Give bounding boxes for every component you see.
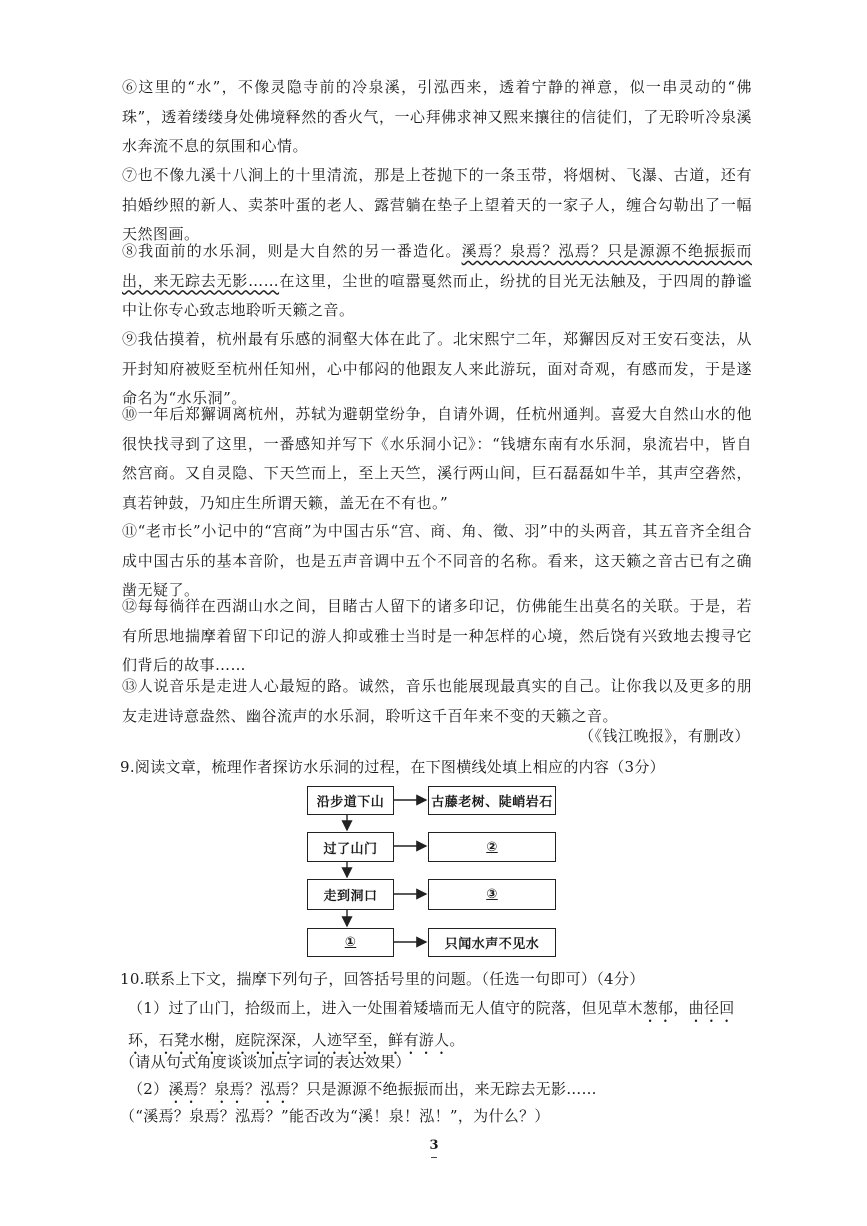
- page-number: 3: [429, 1138, 439, 1153]
- question-10: 10.联系上下文，揣摩下列句子，回答括号里的问题。（任选一句即可）（4分）: [120, 970, 645, 988]
- s1-comma-4: ，: [296, 1031, 312, 1049]
- s2-text: 只是源源不绝振振而出，来无踪去无影……: [306, 1080, 597, 1098]
- paragraph-9: ⑨我估摸着，杭州最有乐感的洞壑大体在此了。北宋熙宁二年，郑獬因反对王安石变法，从开封知府被贬至杭州任知州，心中郁闷的他跟友人来此游玩，面对奇观，有感而发，于是遂命名为“水乐洞”。: [122, 330, 752, 407]
- flow-step-3: 走到洞口: [307, 879, 394, 910]
- s1-dotted-4: 庭院深深: [235, 1031, 297, 1049]
- paragraph-13: ⑬人说音乐是走进人心最短的路。诚然，音乐也能展现最真实的自己。让你我以及更多的朋友走进诗意盎然、幽谷流声的水乐洞，聆听这千百年来不变的天籁之音。: [122, 677, 752, 725]
- paragraph-8-tail: 在这里，尘世的喧嚣戛然而止，纷扰的目光无法触及，于四周的静谧中让你专心致志地聆听天籁之音。: [122, 271, 752, 319]
- flow-step-1: 沿步道下山: [307, 786, 394, 815]
- paragraph-12: ⑫每每徜徉在西湖山水之间，目睹古人留下的诸多印记，仿佛能生出莫名的关联。于是，若有所思地揣摩着留下印记的游人抑或雅士当时是一种怎样的心境，然后饶有兴致地去搜寻它们背后的故事……: [122, 597, 752, 674]
- s1-dotted-2: 曲径回环: [128, 999, 735, 1049]
- flow-result-2-blank[interactable]: [428, 832, 556, 862]
- s1-comma-2: ，: [143, 1031, 159, 1049]
- blank-2-label: ②: [486, 839, 498, 855]
- question-10-hint-1: （请从句式角度谈谈加点字词的表达效果）: [120, 1053, 411, 1071]
- flow-step-4-blank[interactable]: [307, 928, 394, 957]
- flow-result-1: 古藤老树、陡峭岩石: [428, 786, 556, 815]
- s1-comma-3: ，: [219, 1031, 236, 1049]
- paragraph-6: ⑥这里的“水”，不像灵隐寺前的冷泉溪，引泓西来，透着宁静的禅意，似一串灵动的“佛珠”，透着缕缕身处佛境释然的香火气，一心拜佛求神又熙来攘往的信徒们，了无聆听冷泉溪水奔流不息的氛围和心情。: [122, 78, 752, 155]
- s1-period: 。: [449, 1031, 465, 1049]
- s2-number: （2）: [128, 1080, 169, 1098]
- paragraph-11: ⑪“老市长”小记中的“宫商”为中国古乐“宫、商、角、徵、羽”中的头两音，其五音齐全组合成中国古乐的基本音阶，也是五声音调中五个不同音的名称。看来，这天籁之音古已有之确凿无疑了。: [122, 522, 752, 599]
- question-10-hint-2: （“溪焉？泉焉？泓焉？”能否改为“溪！泉！泓！”，为什么？）: [120, 1107, 550, 1125]
- s1-comma-5: ，: [372, 1031, 389, 1049]
- s1-dotted-5: 人迹罕至: [311, 1031, 373, 1049]
- blank-3-label: ③: [486, 887, 498, 902]
- paragraph-8: [122, 237, 752, 326]
- blank-1-label: ①: [344, 935, 357, 950]
- s1-dotted-6: 鲜有游人: [388, 1031, 450, 1049]
- flow-step-2: 过了山门: [307, 832, 394, 862]
- paragraph-10: ⑩一年后郑獬调离杭州，苏轼为避朝堂纷争，自请外调，任杭州通判。喜爱大自然山水的他很快找寻到了这里，一番感知并写下《水乐洞小记》：“钱塘东南有水乐洞，泉流岩中，皆自然宫商。又自灵隐、下天竺而上，至上天竺，溪行两山间，巨石磊磊如牛羊，其声空砻然，真若钟鼓，乃知庄生所谓天籁，盖无在不有也。”: [122, 405, 752, 512]
- s2-dotted: 溪焉？泉焉？泓焉？: [168, 1080, 307, 1098]
- s1-comma-1: ，: [673, 999, 689, 1017]
- s1-dotted-1: 葱郁: [642, 999, 674, 1017]
- flow-result-3-blank[interactable]: [428, 879, 556, 910]
- page-number-underline: [431, 1157, 437, 1158]
- question-9: 9.阅读文章，梳理作者探访水乐洞的过程，在下图横线处填上相应的内容（3分）: [120, 758, 665, 776]
- underlined-sentence: 溪焉？泉焉？泓焉？只是源源不绝振振而出，来无踪去无影……: [122, 242, 752, 290]
- s1-text: （1）过了山门，拾级而上，进入一处围着矮墙而无人值守的院落，但见草木: [128, 999, 643, 1017]
- flow-result-4: 只闻水声不见水: [428, 928, 556, 957]
- s1-dotted-3: 石凳水榭: [158, 1031, 220, 1049]
- paragraph-7: ⑦也不像九溪十八涧上的十里清流，那是上苍抛下的一条玉带，将烟树、飞瀑、古道，还有拍婚纱照的新人、卖茶叶蛋的老人、露营躺在垫子上望着天的一家子人，缠合勾勒出了一幅天然图画。: [122, 166, 752, 243]
- paragraph-8-lead: ⑧我面前的水乐洞，则是大自然的另一番造化。: [122, 242, 462, 260]
- source-citation: （《钱江晚报》，有删改）: [578, 727, 750, 745]
